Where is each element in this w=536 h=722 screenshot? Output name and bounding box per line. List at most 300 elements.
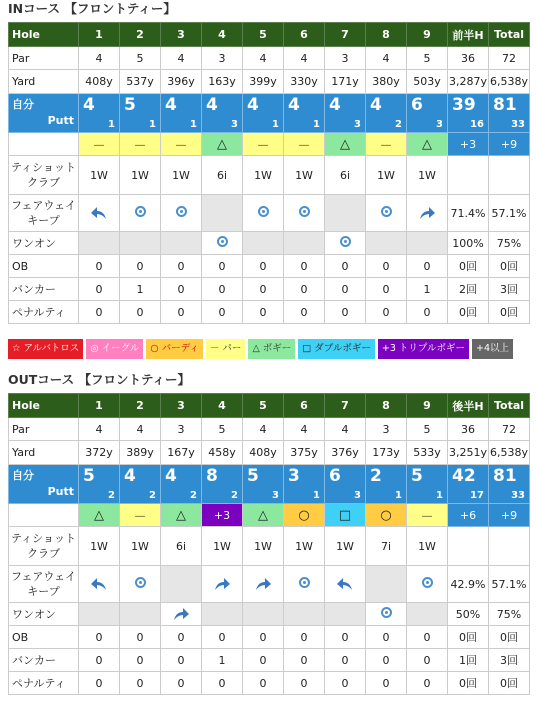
hole-score-putts: 3	[354, 119, 361, 130]
tee-club-label: ティショット クラブ	[9, 156, 79, 195]
fairway-value	[161, 195, 202, 232]
yard-value: 380y	[366, 70, 407, 94]
one-on-half: 100%	[448, 232, 489, 255]
ob-row-value: 0	[79, 255, 120, 278]
tee-club-value: 1W	[243, 527, 284, 566]
hole-score	[407, 94, 448, 133]
bunker-row-value: 0	[79, 649, 120, 672]
bunker-row-half: 2回	[448, 278, 489, 301]
par-value: 4	[325, 418, 366, 441]
yard-value: 389y	[120, 441, 161, 465]
ob-row-value: 0	[120, 626, 161, 649]
fairway-hit-icon	[299, 206, 310, 217]
ob-row-value: 0	[407, 626, 448, 649]
fairway-value	[79, 566, 120, 603]
bunker-row	[9, 278, 530, 301]
legend-four-plus: +4以上	[472, 339, 513, 359]
one-on-value	[284, 603, 325, 626]
tee-club-row	[9, 527, 530, 566]
legend-par: － パー	[206, 339, 246, 359]
header-label: Hole	[9, 394, 79, 418]
par-value: 4	[79, 418, 120, 441]
hole-score-putts: 2	[149, 490, 156, 501]
result-label-empty	[9, 133, 79, 156]
one-on-value	[161, 232, 202, 255]
one-on-hit-icon	[217, 236, 228, 247]
half-score-putts: 16	[470, 119, 484, 130]
bunker-row-value: 0	[407, 649, 448, 672]
arrow-left-icon	[90, 577, 108, 590]
score-label-cell	[9, 94, 79, 133]
bunker-row-value: 1	[120, 278, 161, 301]
result-mark-bogey: △	[407, 133, 448, 156]
par-value: 5	[407, 47, 448, 70]
hole-number: 7	[325, 23, 366, 47]
tee-club-half	[448, 156, 489, 195]
yard-row	[9, 70, 530, 94]
result-mark-birdie: ○	[366, 504, 407, 527]
par-label: Par	[9, 418, 79, 441]
fairway-value	[243, 195, 284, 232]
yard-value: 537y	[120, 70, 161, 94]
hole-score-strokes: 4	[165, 95, 177, 115]
penalty-row-value: 0	[79, 301, 120, 324]
yard-value: 408y	[79, 70, 120, 94]
half-score	[448, 465, 489, 504]
par-value: 3	[202, 47, 243, 70]
fairway-hit-icon	[422, 577, 433, 588]
fairway-value	[120, 566, 161, 603]
hole-score	[161, 94, 202, 133]
bunker-row-half: 1回	[448, 649, 489, 672]
ob-row-value: 0	[161, 626, 202, 649]
result-total: +9	[489, 504, 530, 527]
result-mark-par: －	[120, 133, 161, 156]
par-value: 5	[407, 418, 448, 441]
hole-score-putts: 1	[149, 119, 156, 130]
penalty-row-value: 0	[366, 301, 407, 324]
hole-score-putts: 2	[395, 119, 402, 130]
total-score-strokes: 81	[493, 466, 517, 486]
tee-club-value: 1W	[284, 527, 325, 566]
arrow-right-icon	[418, 206, 436, 219]
hole-score	[325, 465, 366, 504]
score-row	[9, 465, 530, 504]
result-mark-bogey: △	[243, 504, 284, 527]
yard-value: 372y	[79, 441, 120, 465]
yard-value: 173y	[366, 441, 407, 465]
ob-row-value: 0	[202, 255, 243, 278]
penalty-row-label: ペナルティ	[9, 301, 79, 324]
fairway-label: フェアウェイ キープ	[9, 566, 79, 603]
par-label: Par	[9, 47, 79, 70]
one-on-value	[243, 603, 284, 626]
yard-label: Yard	[9, 70, 79, 94]
total-score	[489, 94, 530, 133]
fairway-value	[325, 195, 366, 232]
ob-row-value: 0	[202, 626, 243, 649]
par-row	[9, 47, 530, 70]
bunker-row-value: 0	[284, 649, 325, 672]
par-total: 72	[489, 47, 530, 70]
par-value: 4	[161, 47, 202, 70]
tee-club-value: 6i	[161, 527, 202, 566]
result-mark-birdie: ○	[284, 504, 325, 527]
hole-score-putts: 3	[272, 490, 279, 501]
result-mark-par: －	[79, 133, 120, 156]
fairway-value	[120, 195, 161, 232]
bunker-row-total: 3回	[489, 649, 530, 672]
hole-score-strokes: 5	[411, 466, 423, 486]
bunker-row-value: 0	[284, 278, 325, 301]
par-value: 4	[243, 418, 284, 441]
par-value: 4	[284, 418, 325, 441]
yard-half: 3,287y	[448, 70, 489, 94]
par-value: 5	[120, 47, 161, 70]
one-on-label: ワンオン	[9, 603, 79, 626]
result-row	[9, 133, 530, 156]
fairway-value	[79, 195, 120, 232]
yard-half: 3,251y	[448, 441, 489, 465]
yard-total: 6,538y	[489, 70, 530, 94]
one-on-value	[120, 232, 161, 255]
hole-score	[284, 94, 325, 133]
hole-score-strokes: 6	[329, 466, 341, 486]
hole-score	[325, 94, 366, 133]
tee-club-value: 1W	[407, 527, 448, 566]
half-score-strokes: 39	[452, 95, 476, 115]
tee-club-value: 1W	[407, 156, 448, 195]
bunker-row-label: バンカー	[9, 649, 79, 672]
half-score-strokes: 42	[452, 466, 476, 486]
hole-score-strokes: 6	[411, 95, 423, 115]
score-label: 自分	[12, 469, 34, 482]
fairway-hit-icon	[176, 206, 187, 217]
legend-double-bogey: □ ダブルボギー	[298, 339, 375, 359]
legend-eagle: ◎ イーグル	[86, 339, 143, 359]
bunker-row-value: 1	[202, 649, 243, 672]
result-mark-par: －	[161, 133, 202, 156]
one-on-row	[9, 232, 530, 255]
header-label: Hole	[9, 23, 79, 47]
hole-score-putts: 2	[231, 490, 238, 501]
hole-score	[407, 465, 448, 504]
hole-number: 6	[284, 23, 325, 47]
one-on-label: ワンオン	[9, 232, 79, 255]
yard-row	[9, 441, 530, 465]
yard-value: 330y	[284, 70, 325, 94]
penalty-row-half: 0回	[448, 301, 489, 324]
one-on-total: 75%	[489, 232, 530, 255]
result-mark-par: －	[284, 133, 325, 156]
ob-row-value: 0	[79, 626, 120, 649]
yard-value: 396y	[161, 70, 202, 94]
hole-score	[120, 465, 161, 504]
hole-number: 9	[407, 23, 448, 47]
in-score-table	[8, 22, 530, 324]
fairway-label: フェアウェイ キープ	[9, 195, 79, 232]
ob-row-label: OB	[9, 255, 79, 278]
result-row	[9, 504, 530, 527]
hole-number: 2	[120, 23, 161, 47]
tee-club-total	[489, 156, 530, 195]
arrow-left-icon	[336, 577, 354, 590]
yard-value: 399y	[243, 70, 284, 94]
hole-score-putts: 2	[190, 490, 197, 501]
yard-value: 408y	[243, 441, 284, 465]
fairway-hit-icon	[299, 577, 310, 588]
legend-albatross: ☆ アルバトロス	[8, 339, 83, 359]
par-value: 4	[366, 47, 407, 70]
result-label-empty	[9, 504, 79, 527]
hole-score-putts: 3	[354, 490, 361, 501]
ob-row-value: 0	[325, 626, 366, 649]
tee-club-value: 1W	[366, 156, 407, 195]
ob-row-total: 0回	[489, 255, 530, 278]
bunker-row-value: 0	[325, 649, 366, 672]
hole-score-strokes: 4	[288, 95, 300, 115]
ob-row-value: 0	[120, 255, 161, 278]
header-total: Total	[489, 23, 530, 47]
hole-score-putts: 1	[313, 119, 320, 130]
par-total: 72	[489, 418, 530, 441]
tee-club-value: 1W	[120, 527, 161, 566]
arrow-right-icon	[254, 577, 272, 590]
fairway-row	[9, 195, 530, 232]
penalty-row-value: 0	[202, 672, 243, 695]
hole-score	[243, 465, 284, 504]
out-scorecard	[0, 393, 536, 695]
hole-score-strokes: 4	[370, 95, 382, 115]
penalty-row-value: 0	[243, 672, 284, 695]
tee-club-value: 1W	[325, 527, 366, 566]
par-half: 36	[448, 47, 489, 70]
one-on-value	[366, 603, 407, 626]
hole-number: 8	[366, 23, 407, 47]
out-score-table	[8, 393, 530, 695]
total-score-strokes: 81	[493, 95, 517, 115]
score-legend	[8, 339, 536, 359]
hole-number: 9	[407, 394, 448, 418]
hole-number: 2	[120, 394, 161, 418]
penalty-row-half: 0回	[448, 672, 489, 695]
penalty-row-value: 0	[120, 672, 161, 695]
penalty-row-value: 0	[120, 301, 161, 324]
in-course-title: INコース 【フロントティー】	[8, 1, 176, 16]
fairway-value	[284, 195, 325, 232]
hole-score	[161, 465, 202, 504]
fairway-value	[366, 195, 407, 232]
result-mark-bogey: △	[161, 504, 202, 527]
ob-row-value: 0	[407, 255, 448, 278]
result-half: +6	[448, 504, 489, 527]
penalty-row-value: 0	[243, 301, 284, 324]
one-on-hit-icon	[381, 607, 392, 618]
hole-score	[120, 94, 161, 133]
fairway-half: 71.4%	[448, 195, 489, 232]
one-on-hit-icon	[340, 236, 351, 247]
penalty-row-value: 0	[407, 301, 448, 324]
one-on-half: 50%	[448, 603, 489, 626]
one-on-value	[79, 232, 120, 255]
yard-value: 533y	[407, 441, 448, 465]
hole-score	[79, 94, 120, 133]
hole-score-strokes: 5	[124, 95, 136, 115]
penalty-row-value: 0	[161, 301, 202, 324]
header-row	[9, 23, 530, 47]
legend-triple-bogey: +3 トリプルボギー	[378, 339, 469, 359]
hole-number: 6	[284, 394, 325, 418]
par-value: 3	[161, 418, 202, 441]
ob-row-half: 0回	[448, 626, 489, 649]
fairway-row	[9, 566, 530, 603]
penalty-row-value: 0	[79, 672, 120, 695]
par-value: 3	[325, 47, 366, 70]
fairway-value	[407, 195, 448, 232]
yard-label: Yard	[9, 441, 79, 465]
hole-score-strokes: 4	[124, 466, 136, 486]
hole-score-putts: 1	[313, 490, 320, 501]
penalty-row	[9, 672, 530, 695]
bunker-row-value: 0	[79, 278, 120, 301]
yard-value: 171y	[325, 70, 366, 94]
ob-row-label: OB	[9, 626, 79, 649]
ob-row	[9, 626, 530, 649]
fairway-value	[161, 566, 202, 603]
fairway-value	[202, 195, 243, 232]
penalty-row-value: 0	[284, 301, 325, 324]
hole-number: 1	[79, 23, 120, 47]
fairway-hit-icon	[381, 206, 392, 217]
one-on-value	[243, 232, 284, 255]
ob-row-half: 0回	[448, 255, 489, 278]
ob-row	[9, 255, 530, 278]
hole-score-strokes: 4	[165, 466, 177, 486]
penalty-row-value: 0	[325, 672, 366, 695]
penalty-row-value: 0	[407, 672, 448, 695]
par-value: 4	[79, 47, 120, 70]
hole-score-putts: 2	[108, 490, 115, 501]
yard-value: 503y	[407, 70, 448, 94]
penalty-row	[9, 301, 530, 324]
hole-number: 4	[202, 23, 243, 47]
bunker-row-value: 0	[243, 649, 284, 672]
putt-label: Putt	[47, 114, 74, 127]
hole-score-strokes: 5	[247, 466, 259, 486]
tee-club-value: 1W	[243, 156, 284, 195]
ob-row-value: 0	[366, 626, 407, 649]
tee-club-label: ティショット クラブ	[9, 527, 79, 566]
one-on-value	[202, 232, 243, 255]
one-on-value	[407, 232, 448, 255]
par-value: 3	[366, 418, 407, 441]
hole-number: 4	[202, 394, 243, 418]
yard-value: 458y	[202, 441, 243, 465]
par-value: 5	[202, 418, 243, 441]
total-score-putts: 33	[511, 490, 525, 501]
one-on-value	[284, 232, 325, 255]
yard-value: 375y	[284, 441, 325, 465]
tee-club-value: 1W	[284, 156, 325, 195]
fairway-hit-icon	[135, 206, 146, 217]
bunker-row-value: 0	[325, 278, 366, 301]
bunker-row-value: 1	[407, 278, 448, 301]
penalty-row-total: 0回	[489, 672, 530, 695]
one-on-value	[79, 603, 120, 626]
score-row	[9, 94, 530, 133]
par-value: 4	[284, 47, 325, 70]
result-mark-par: －	[243, 133, 284, 156]
result-mark-bogey: △	[325, 133, 366, 156]
penalty-row-value: 0	[202, 301, 243, 324]
legend-bogey: △ ボギー	[248, 339, 295, 359]
fairway-value	[202, 566, 243, 603]
fairway-value	[284, 566, 325, 603]
penalty-row-label: ペナルティ	[9, 672, 79, 695]
ob-row-value: 0	[284, 626, 325, 649]
tee-club-value: 6i	[325, 156, 366, 195]
fairway-half: 42.9%	[448, 566, 489, 603]
hole-score-putts: 1	[436, 490, 443, 501]
par-half: 36	[448, 418, 489, 441]
bunker-row-value: 0	[243, 278, 284, 301]
fairway-hit-icon	[258, 206, 269, 217]
ob-row-value: 0	[325, 255, 366, 278]
hole-score-strokes: 4	[206, 95, 218, 115]
tee-club-value: 6i	[202, 156, 243, 195]
par-value: 4	[243, 47, 284, 70]
result-mark-bogey: △	[79, 504, 120, 527]
arrow-right-icon	[172, 607, 190, 620]
bunker-row-value: 0	[366, 278, 407, 301]
hole-score-strokes: 8	[206, 466, 218, 486]
penalty-row-value: 0	[284, 672, 325, 695]
ob-row-total: 0回	[489, 626, 530, 649]
result-mark-triple: +3	[202, 504, 243, 527]
bunker-row-value: 0	[202, 278, 243, 301]
penalty-row-value: 0	[325, 301, 366, 324]
ob-row-value: 0	[161, 255, 202, 278]
hole-score-putts: 1	[272, 119, 279, 130]
fairway-value	[407, 566, 448, 603]
tee-club-value: 1W	[79, 527, 120, 566]
hole-number: 7	[325, 394, 366, 418]
hole-score-strokes: 4	[329, 95, 341, 115]
half-score-putts: 17	[470, 490, 484, 501]
result-mark-double: □	[325, 504, 366, 527]
total-score	[489, 465, 530, 504]
hole-score	[284, 465, 325, 504]
bunker-row	[9, 649, 530, 672]
hole-number: 3	[161, 23, 202, 47]
ob-row-value: 0	[243, 255, 284, 278]
one-on-row	[9, 603, 530, 626]
hole-number: 1	[79, 394, 120, 418]
one-on-value	[120, 603, 161, 626]
penalty-row-value: 0	[366, 672, 407, 695]
header-row	[9, 394, 530, 418]
fairway-total: 57.1%	[489, 566, 530, 603]
penalty-row-total: 0回	[489, 301, 530, 324]
bunker-row-value: 0	[161, 649, 202, 672]
hole-score-strokes: 3	[288, 466, 300, 486]
hole-number: 8	[366, 394, 407, 418]
one-on-value	[325, 232, 366, 255]
result-mark-par: －	[407, 504, 448, 527]
yard-value: 167y	[161, 441, 202, 465]
fairway-value	[366, 566, 407, 603]
one-on-value	[161, 603, 202, 626]
